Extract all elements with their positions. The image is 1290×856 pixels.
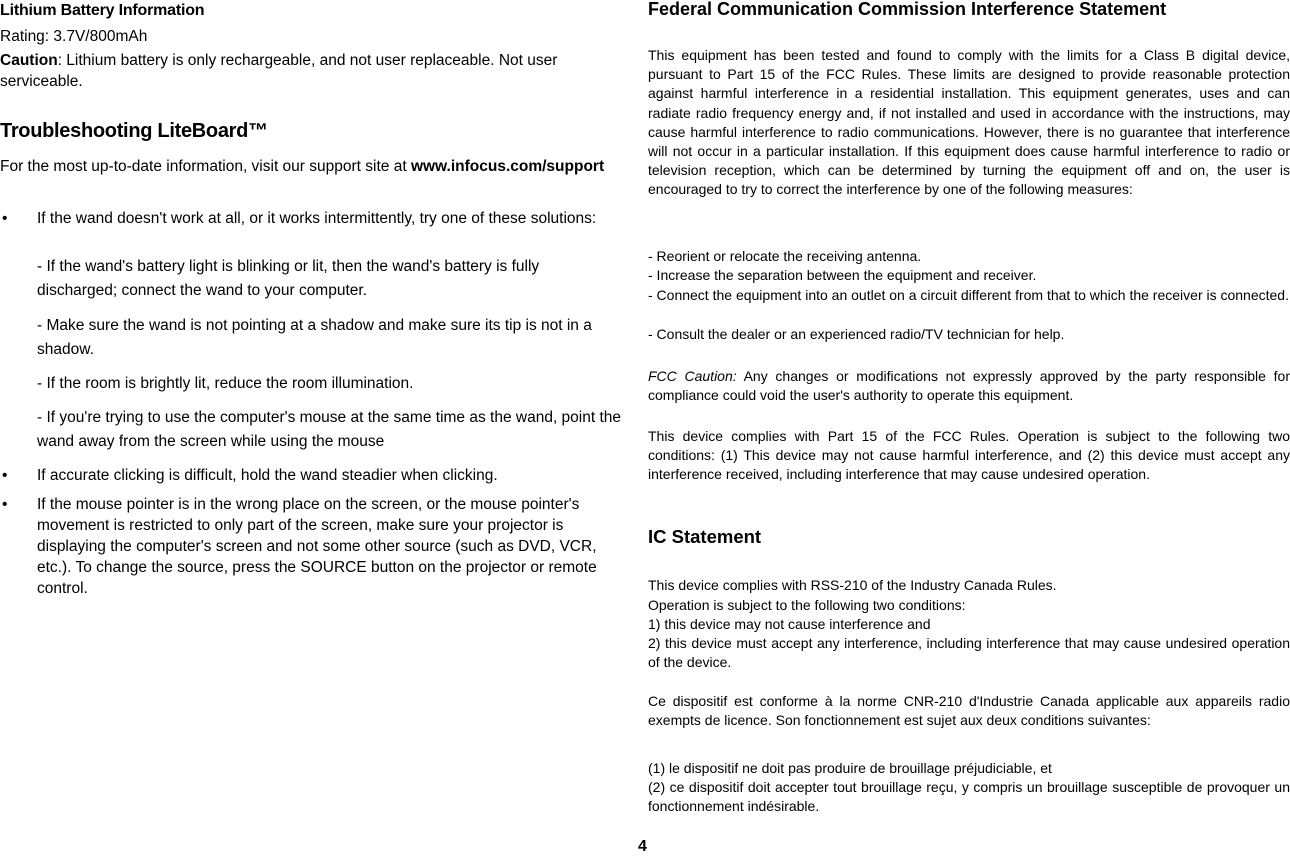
- fcc-paragraph-1: This equipment has been tested and found to comply with the limits for a Class B digital device, pursuant to Part 15 of the FCC Rules. These limits are designed to provide reasonable protection against harmful interference in a residential installation. This equipment generates, uses and can radiate radio frequency energy and, if not installed and used in accordance with the instructions, may cause harmful interference to radio communications. However, there is no guarantee that interference will not occur in a particular installation. If this equipment does cause harmful interference to radio or television reception, which can be determined by turning the equipment off and on, the user is encouraged to try to correct the interference by one of the following measures:: [648, 47, 1290, 198]
- troubleshooting-heading: Troubleshooting LiteBoard™: [0, 120, 268, 142]
- ic-line-2: Operation is subject to the following two conditions:: [648, 597, 966, 613]
- bullet-icon: •: [2, 496, 8, 513]
- solution-2: - Make sure the wand is not pointing at a shadow and make sure its tip is not in a shadow.: [37, 317, 592, 358]
- ic-line-4: 2) this device must accept any interference, including interference that may cause undesired operation of the device.: [648, 635, 1290, 671]
- bullet-item-1: [0, 208, 622, 229]
- solution-1: - If the wand's battery light is blinking or lit, then the wand's battery is fully discharged; connect the wand to your computer.: [37, 258, 540, 299]
- battery-caution-label: Caution: [0, 52, 58, 69]
- bullet-item-3: [0, 494, 622, 599]
- fcc-caution: [648, 367, 1290, 405]
- solution-3: - If the room is brightly lit, reduce the room illumination.: [37, 375, 414, 392]
- troubleshooting-intro: [0, 155, 622, 179]
- ic-line-3: 1) this device may not cause interference and: [648, 616, 931, 632]
- bullet-icon: •: [2, 210, 8, 227]
- solution-4: - If you're trying to use the computer's mouse at the same time as the wand, point the wand away from the screen while using the mouse: [37, 409, 622, 450]
- page-number: 4: [638, 838, 647, 855]
- fcc-measure-1: - Reorient or relocate the receiving antenna.: [648, 248, 922, 264]
- battery-heading: Lithium Battery Information: [0, 2, 205, 19]
- support-link[interactable]: www.infocus.com/support: [410, 158, 605, 175]
- fcc-measure-2: - Increase the separation between the equipment and receiver.: [648, 267, 1037, 283]
- bullet-1-text: If the wand doesn't work at all, or it works intermittently, try one of these solutions:: [37, 210, 597, 227]
- ic-heading: IC Statement: [648, 526, 762, 547]
- fcc-measure-3: - Connect the equipment into an outlet on a circuit different from that to which the receiver is connected.: [648, 287, 1289, 303]
- bullet-2-text: If accurate clicking is difficult, hold the wand steadier when clicking.: [37, 467, 498, 484]
- bullet-icon: •: [2, 467, 8, 484]
- bullet-3-text: If the mouse pointer is in the wrong place on the screen, or the mouse pointer's movement is restricted to only part of the screen, make sure your projector is displaying the computer's screen and not some other source (such as DVD, VCR, etc.). To change the source, press the SOURCE button on the projector or remote control.: [37, 496, 597, 597]
- fcc-part15-statement: This device complies with Part 15 of the FCC Rules. Operation is subject to the following two conditions: (1) This device may not cause harmful interference, and (2) this device must accept any interference received, including interference that may cause undesired operation.: [648, 428, 1290, 483]
- ic-french-condition-2: (2) ce dispositif doit accepter tout brouillage reçu, y compris un brouillage susceptible de provoquer un fonctionnement indésirable.: [648, 779, 1290, 815]
- troubleshooting-intro-text: For the most up-to-date information, visit our support site at: [0, 158, 411, 175]
- bullet-item-2: [0, 465, 622, 486]
- fcc-measure-4: - Consult the dealer or an experienced radio/TV technician for help.: [648, 326, 1065, 342]
- ic-french-condition-1: (1) le dispositif ne doit pas produire de brouillage préjudiciable, et: [648, 760, 1052, 776]
- fcc-caution-label: FCC Caution:: [648, 368, 737, 384]
- fcc-heading: Federal Communication Commission Interference Statement: [648, 0, 1167, 19]
- battery-rating: Rating: 3.7V/800mAh: [0, 28, 148, 45]
- fcc-caution-text: Any changes or modifications not expressly approved by the party responsible for compliance could void the user's authority to operate this equipment.: [648, 368, 1290, 404]
- ic-line-1: This device complies with RSS-210 of the Industry Canada Rules.: [648, 577, 1057, 593]
- battery-caution: [0, 50, 622, 92]
- ic-french-paragraph: Ce dispositif est conforme à la norme CNR-210 d'Industrie Canada applicable aux appareils radio exempts de licence. Son fonctionnement est sujet aux deux conditions suivantes:: [648, 693, 1290, 729]
- battery-caution-text: : Lithium battery is only rechargeable, and not user replaceable. Not user serviceable.: [0, 52, 558, 90]
